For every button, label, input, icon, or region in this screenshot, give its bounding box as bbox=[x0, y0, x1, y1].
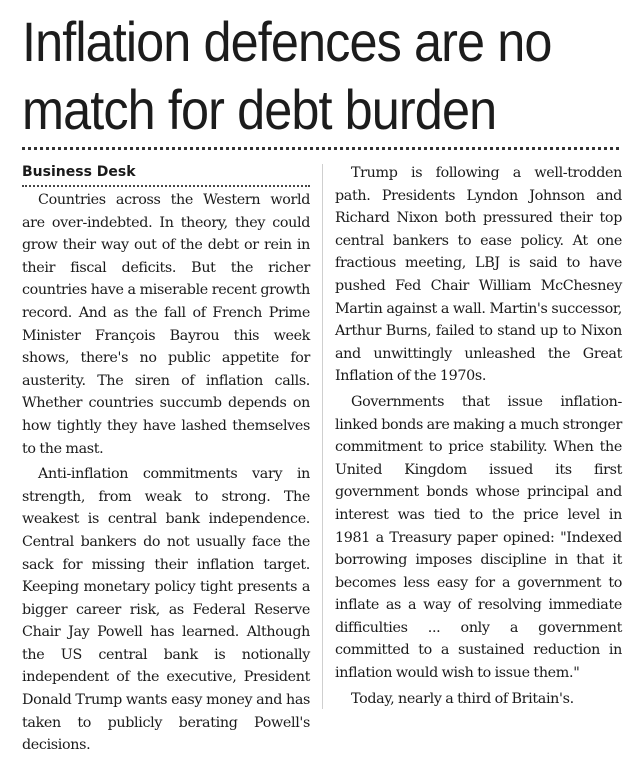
article-column-right bbox=[335, 162, 622, 710]
headline bbox=[22, 8, 622, 144]
column-divider bbox=[322, 164, 323, 709]
paragraph: Today, nearly a third of Britain's. bbox=[351, 690, 574, 707]
headline-line-2: match for debt burden bbox=[22, 78, 497, 141]
byline: Business Desk bbox=[22, 162, 310, 187]
article-column-left bbox=[22, 162, 310, 757]
paragraph: Trump is following a well-trodden path. Presidents Lyndon Johnson and Richard Nixon both pressured their top central bankers to ease policy. At one fractious meeting, LBJ is said to have pushed Fed Chair William McChesney Martin against a wall. Martin's successor, Arthur Burns, failed to stand up to Nixon and unwittingly unleashed the Great Inflation of the 1970s. bbox=[335, 165, 622, 385]
headline-line-1: Inflation defences are no bbox=[22, 10, 552, 73]
paragraph: Countries across the Western world are over-indebted. In theory, they could grow their way out of the debt or rein in their fiscal deficits. But the richer countries have a miserable recent growth record. And as the fall of French Prime Minister François Bayrou this week shows, there's no public appetite for austerity. The siren of inflation calls. Whether countries succumb depends on how tightly they have lashed themselves to the mast. bbox=[22, 192, 310, 457]
paragraph: Governments that issue inflation-linked bonds are making a much stronger commitment to price stability. When the United Kingdom issued its first government bonds whose principal and interest was tied to the price level in 1981 a Treasury paper opined: "Indexed borrowing imposes discipline in that it becomes less easy for a government to inflate as a way of resolving immediate difficulties ... only a government committed to a sustained reduction in inflation would wish to issue them." bbox=[335, 393, 622, 682]
headline-dotted-rule bbox=[22, 147, 619, 150]
paragraph: Anti-inflation commitments vary in strength, from weak to strong. The weakest is central bank independence. Central bankers do not usually face the sack for missing their inflation target. Keeping monetary policy tight presents a bigger career risk, as Federal Reserve Chair Jay Powell has learned. Although the US central bank is notionally independent of the executive, President Donald Trump wants easy money and has taken to publicly berating Powell's decisions. bbox=[22, 466, 310, 754]
